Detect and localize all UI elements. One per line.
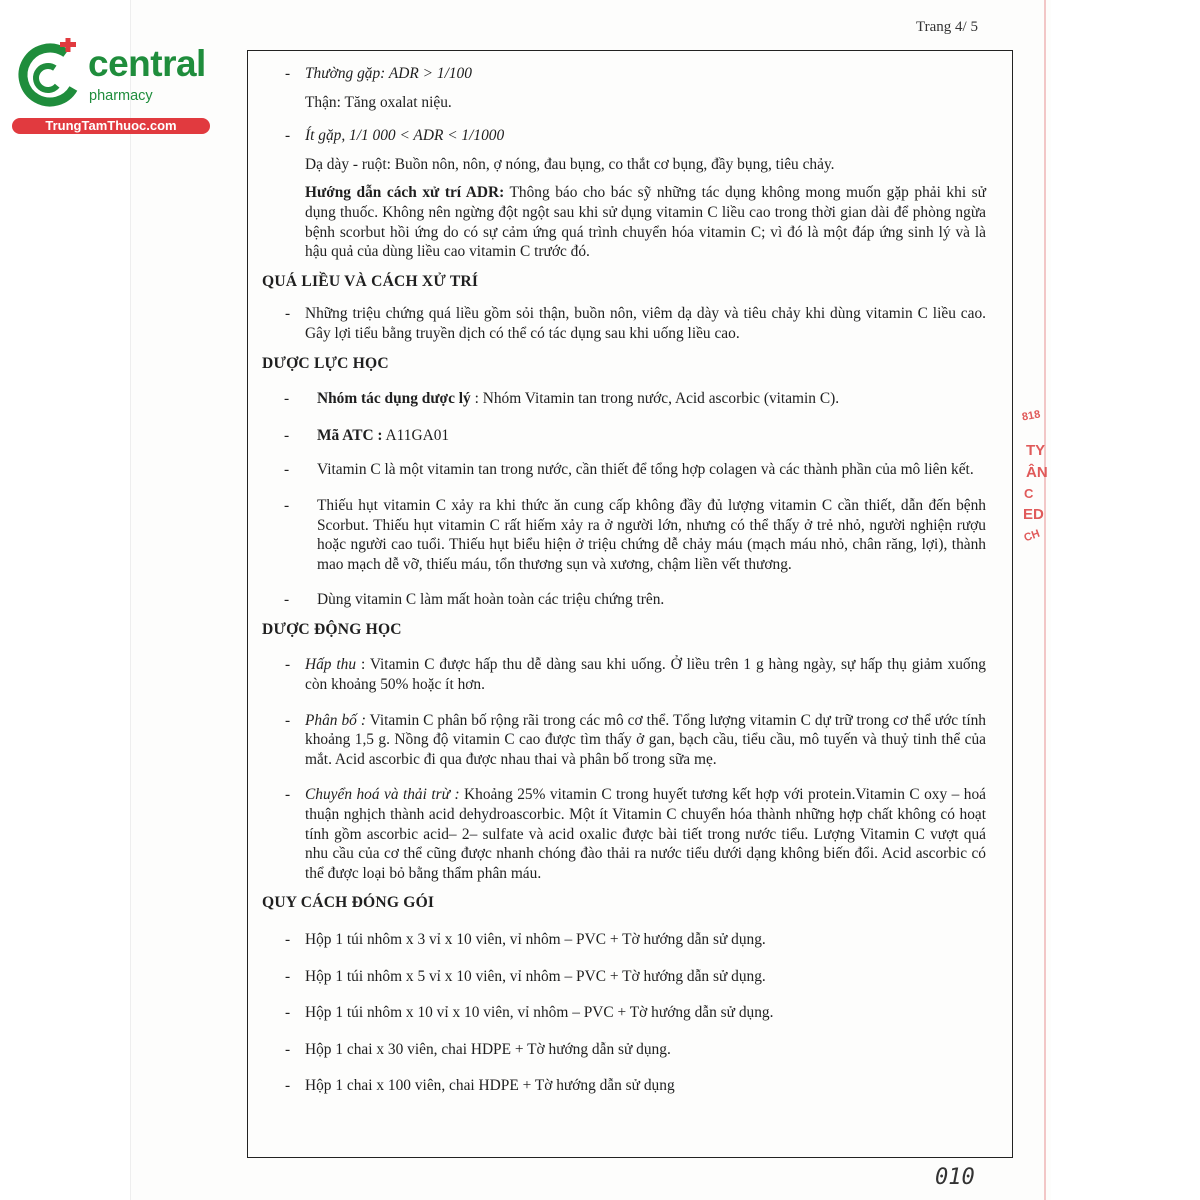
pd-text: Dùng vitamin C làm mất hoàn toàn các triệu chứng trên. [317,591,665,609]
adr-common-label: Thường gặp: ADR > 1/100 [305,65,472,82]
pk-absorption [262,655,986,694]
pd-group [262,389,986,409]
adr-guidance [262,183,986,261]
adr-guidance-text: Thông báo cho bác sỹ những tác dụng không mong muốn gặp phải khi sử dụng thuốc. Không nên ngừng đột ngột sau khi sử dụng vitamin C liều cao trong thời gian dài để phòng ngừa bệnh scorbut hồi ứng do có sự cảm ứng quá trình chuyển hóa vitamin C; vì đó là một đáp ứng sinh lý và là hậu quả của dùng liều cao vitamin C trước đó. [305,184,986,261]
bullet-dash: - [285,1040,291,1058]
pk-absorption-text: : Vitamin C được hấp thu dễ dàng sau khi uống. Ở liều trên 1 g hàng ngày, sự hấp thụ giảm xuống còn khoảng 50% hoặc ít hơn. [305,656,986,694]
bullet-dash: - [285,127,291,145]
bullet-dash: - [284,591,290,609]
pk-metabolism [262,785,986,883]
pd-group-text: : Nhóm Vitamin tan trong nước, Acid ascorbic (vitamin C). [470,390,840,408]
document-content [262,64,986,1096]
page-edge-line [1044,0,1046,1200]
packaging-text: Hộp 1 túi nhôm x 3 vỉ x 10 viên, vỉ nhôm – PVC + Tờ hướng dẫn sử dụng. [305,931,766,948]
stamp-text: 818 [1021,408,1042,424]
packaging-item [262,1040,986,1060]
pd-atc-label: Mã ATC : [317,426,383,444]
bullet-dash: - [285,656,291,674]
stamp-text: TY [1026,442,1046,459]
bullet-dash: - [285,711,291,729]
pd-paragraph [262,496,986,574]
pk-metabolism-label: Chuyển hoá và thải trừ : [305,786,460,804]
pd-atc [262,426,986,446]
pk-metabolism-text: Khoảng 25% vitamin C trong huyết tương kết hợp với protein.Vitamin C oxy – hoá thuận nghịch thành acid dehydroascorbic. Một ít Vitamin C chuyển hóa thành những hợp chất không có hoạt tính gồm ascorbic acid– 2– sulfate và acid oxalic được bài tiết trong nước tiểu. Lượng Vitamin C vượt quá nhu cầu của cơ thể cũng được nhanh chóng đào thải ra nước tiểu dưới dạng không biến đổi. Acid ascorbic có thể được loại bỏ bằng thẩm phân máu. [305,786,987,882]
pd-text: Thiếu hụt vitamin C xảy ra khi thức ăn cung cấp không đầy đủ lượng vitamin C cần thiết, dẫn đến bệnh Scorbut. Thiếu hụt vitamin C rất hiếm xảy ra ở người lớn, nhưng có thể thấy ở trẻ nhỏ, người nghiện rượu hoặc người cao tuổi. Thiếu hụt biểu hiện ở triệu chứng dễ chảy máu (mạch máu nhỏ, chân răng, lợi), thành mao mạch dễ vỡ, thiếu máu, tổn thương sụn và xương, chậm liền vết thương. [317,496,986,573]
adr-guidance-label: Hướng dẫn cách xử trí ADR: [305,184,505,202]
logo-subtitle: pharmacy [89,88,153,104]
packaging-item [262,1003,986,1023]
bullet-dash: - [285,65,291,82]
pd-paragraph [262,460,986,480]
pk-distribution [262,711,986,770]
stamp-text: CH [1022,527,1042,545]
red-stamp-fragment [1018,400,1052,570]
adr-uncommon-text: Dạ dày - ruột: Buồn nôn, nôn, ợ nóng, đau bụng, co thắt cơ bụng, đầy bụng, tiêu chảy. [305,155,835,173]
bullet-dash: - [285,1077,291,1095]
packaging-item [262,930,986,950]
handwritten-page-number: 010 [935,1165,975,1190]
adr-uncommon-label: Ít gặp, 1/1 000 < ADR < 1/1000 [305,127,505,145]
packaging-item [262,1076,986,1096]
bullet-dash: - [285,305,291,323]
packaging-text: Hộp 1 chai x 100 viên, chai HDPE + Tờ hướng dẫn sử dụng [305,1077,675,1095]
bullet-dash: - [284,426,290,444]
stamp-text: C [1024,486,1034,501]
pd-group-label: Nhóm tác dụng dược lý [317,390,471,408]
bullet-dash: - [284,390,290,408]
bullet-dash: - [285,931,291,948]
packaging-text: Hộp 1 túi nhôm x 10 vỉ x 10 viên, vỉ nhôm – PVC + Tờ hướng dẫn sử dụng. [305,1004,774,1022]
bullet-dash: - [284,496,290,514]
logo-website[interactable]: TrungTamThuoc.com [12,118,210,134]
packaging-text: Hộp 1 túi nhôm x 5 vỉ x 10 viên, vỉ nhôm – PVC + Tờ hướng dẫn sử dụng. [305,967,766,985]
bullet-dash: - [285,786,291,804]
pharmacodynamics-heading: DƯỢC LỰC HỌC [262,354,389,372]
adr-common-text: Thận: Tăng oxalat niệu. [305,93,452,111]
logo-brand-name: central [88,43,206,84]
adr-common [262,64,986,84]
bullet-dash: - [285,1004,291,1022]
packaging-item [262,967,986,987]
bullet-dash: - [284,461,290,479]
overdose-heading: QUÁ LIỀU VÀ CÁCH XỬ TRÍ [262,272,479,290]
stamp-text: ED [1023,506,1044,523]
bullet-dash: - [285,967,291,985]
overdose-item [262,304,986,343]
overdose-text: Những triệu chứng quá liều gồm sỏi thận, buồn nôn, viêm dạ dày và tiêu chảy khi dùng vitamin C liều cao. Gây lợi tiểu bằng truyền dịch có thể có tác dụng sau khi uống liều cao. [305,305,986,342]
page-number: Trang 4/ 5 [916,19,978,35]
pd-atc-text: A11GA01 [382,426,450,444]
pd-paragraph [262,590,986,610]
adr-uncommon [262,126,986,146]
pk-distribution-label: Phân bố : [305,711,366,729]
packaging-text: Hộp 1 chai x 30 viên, chai HDPE + Tờ hướng dẫn sử dụng. [305,1040,671,1058]
pharmacokinetics-heading: DƯỢC ĐỘNG HỌC [262,620,402,638]
stamp-text: ÂN [1026,464,1048,481]
pd-text: Vitamin C là một vitamin tan trong nước, cần thiết để tổng hợp colagen và các thành phần của mô liên kết. [317,461,974,479]
packaging-heading: QUY CÁCH ĐÓNG GÓI [262,894,435,912]
pk-distribution-text: Vitamin C phân bố rộng rãi trong các mô cơ thể. Tổng lượng vitamin C dự trữ trong cơ thể ước tính khoảng 1,5 g. Nồng độ vitamin C cao được tìm thấy ở gan, bạch cầu, tiểu cầu, mô tuyến và thuỷ tinh thể của mắt. Acid ascorbic đi qua được nhau thai và phân bố trong sữa mẹ. [305,711,986,768]
pk-absorption-label: Hấp thu [305,656,357,674]
